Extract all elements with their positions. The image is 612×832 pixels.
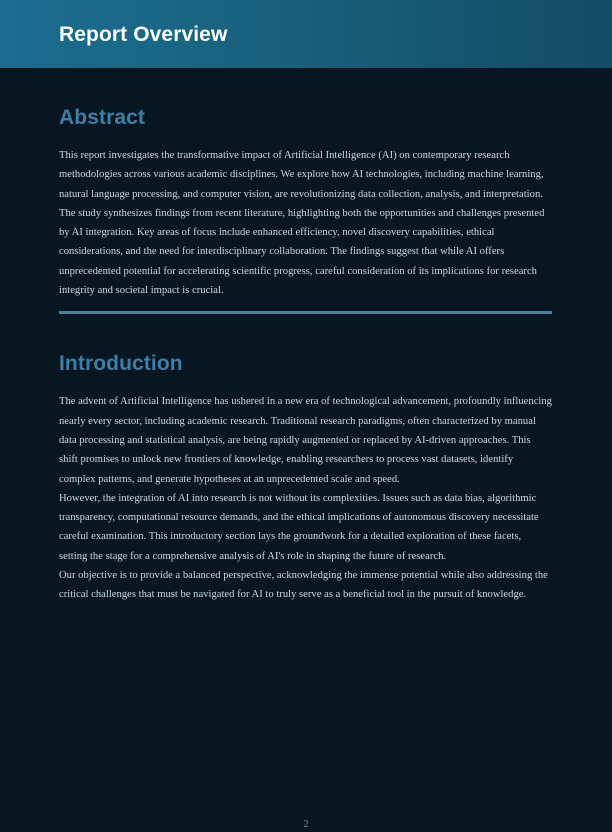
introduction-paragraph: However, the integration of AI into research is not without its complexities. Issues such as data bias, algorithmic transparency, computational resource demands, and the ethical implications of autonomous discovery necessitate careful examination. This introductory section lays the groundwork for a detailed exploration of these facets, setting the stage for a comprehensive analysis of AI's role in shaping the future of research. [59, 492, 539, 562]
page-title: Report Overview [59, 23, 228, 46]
section-abstract [59, 68, 552, 314]
section-heading-introduction: Introduction [59, 352, 183, 376]
page-number: 2 [303, 819, 309, 830]
page-footer [0, 814, 612, 832]
abstract-paragraph: This report investigates the transformative impact of Artificial Intelligence (AI) on contemporary research methodologies across various academic disciplines. We explore how AI technologies, including machine learning, natural language processing, and computer vision, are revolutionizing data collection, analysis, and interpretation. The study synthesizes findings from recent literature, highlighting both the opportunities and challenges presented by AI integration. Key areas of focus include enhanced efficiency, novel discovery capabilities, ethical considerations, and the need for interdisciplinary collaboration. The findings suggest that while AI offers unprecedented potential for accelerating scientific progress, careful consideration of its implications for research integrity and societal impact is crucial. [59, 150, 545, 297]
introduction-paragraph: The advent of Artificial Intelligence has ushered in a new era of technological advancement, profoundly influencing nearly every sector, including academic research. Traditional research paradigms, often characterized by manual data processing and statistical analysis, are being rapidly augmented or replaced by AI-driven approaches. This shift promises to unlock new frontiers of knowledge, enabling researchers to process vast datasets, identify complex patterns, and generate hypotheses at an unprecedented scale and speed. [59, 396, 552, 485]
section-introduction [59, 314, 552, 604]
document-header-banner [0, 0, 612, 68]
page-body [0, 68, 612, 830]
introduction-paragraph: Our objective is to provide a balanced perspective, acknowledging the immense potential while also addressing the critical challenges that must be navigated for AI to truly serve as a beneficial tool in the pursuit of knowledge. [59, 570, 548, 601]
document-content [59, 68, 552, 605]
section-heading-abstract: Abstract [59, 106, 145, 129]
